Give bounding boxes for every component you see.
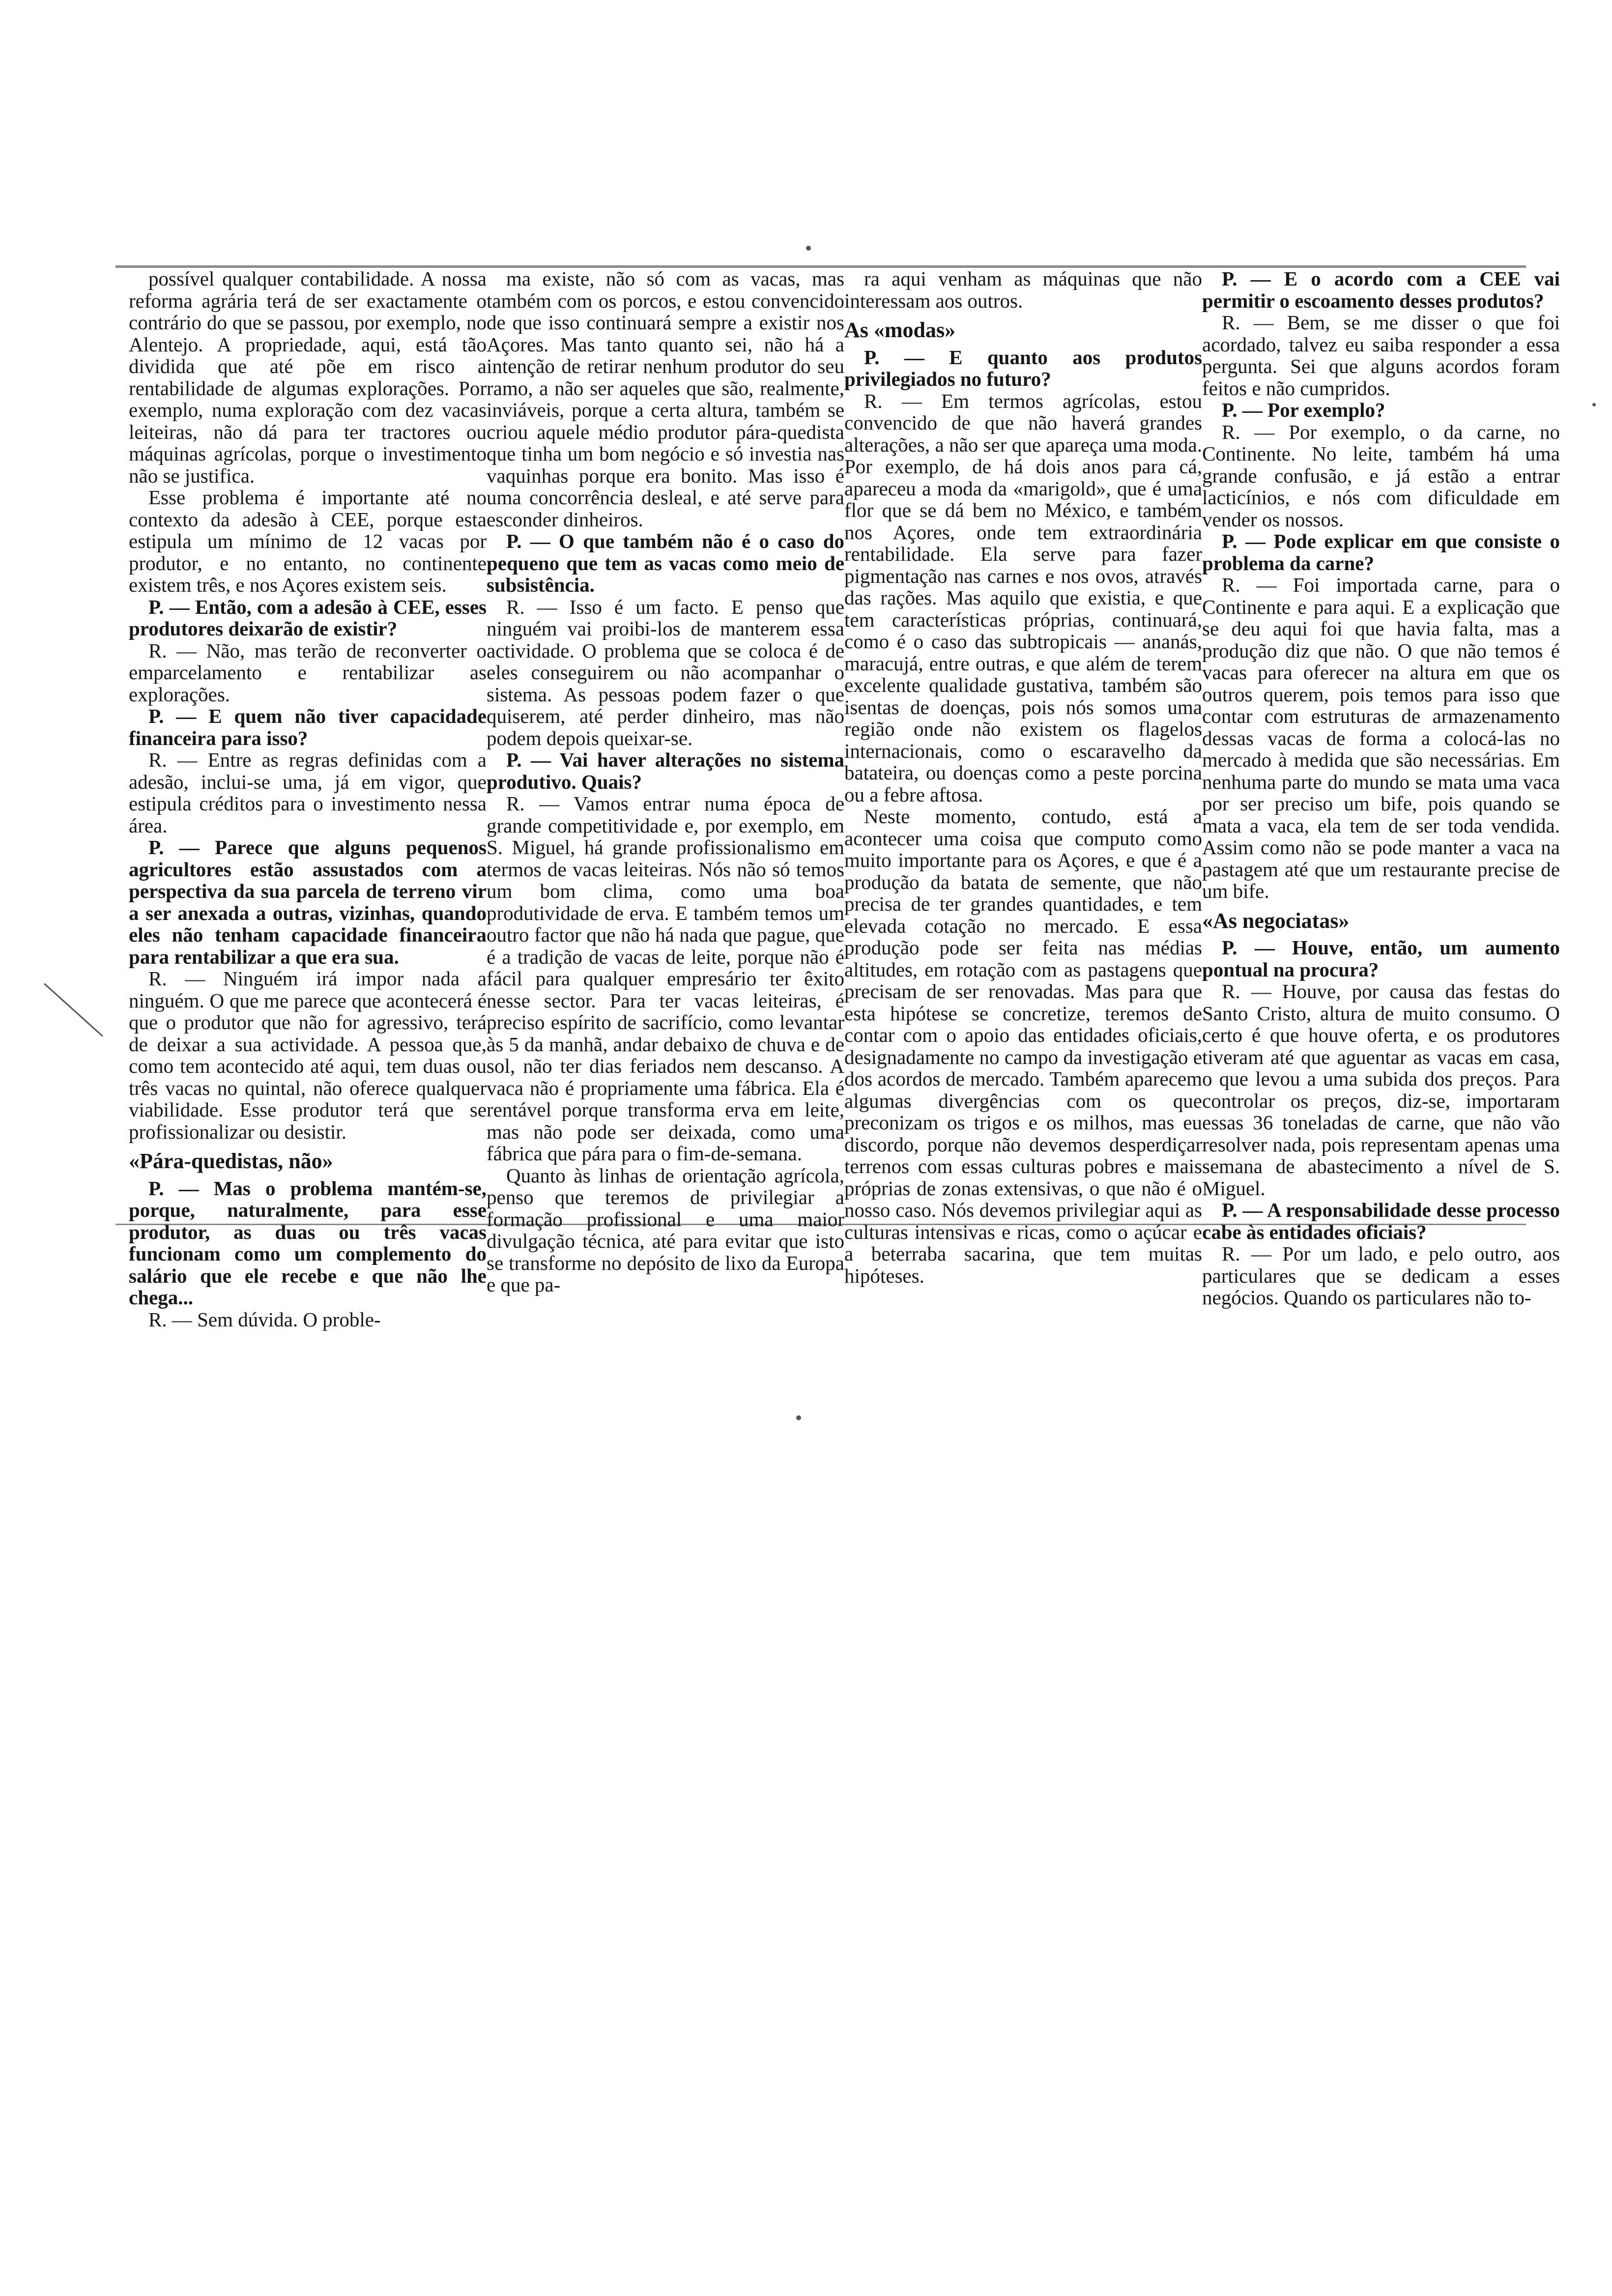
paragraph: Neste momento, contudo, está a acontecer uma coisa que computo como muito importante para os Açores, e que é a produção da batata de semente, que não precisa de ter grandes quantidades, e tem elevada cotação no mercado. E essa produção pode ser feita nas médias altitudes, em rotação com as pastagens que precisam de ser renovadas. Mas para que esta hipótese se concretize, teremos de contar com o apoio das entidades oficiais, designadamente no campo da investigação e dos acordos de mercado. Também aparecem algumas divergências com os que preconizam os trigos e os milhos, mas eu discordo, porque não devemos desperdiçar terrenos com essas culturas pobres e mais próprias de zonas extensivas, o que não é o nosso caso. Nós devemos privilegiar aqui as culturas intensivas e ricas, como o açúcar e a beterraba sacarina, que tem muitas hipóteses. [844,805,1202,1287]
paragraph: R. — Em termos agrícolas, estou convencido de que não haverá grandes alterações, a não ser que apareça uma moda. Por exemplo, de há dois anos para cá, apareceu a moda da «marigold», que é uma flor que se dá bem no México, e também nos Açores, onde tem extraordinária rentabilidade. Ela serve para fazer pigmentação nas carnes e nos ovos, através das rações. Mas aquilo que existia, e que tem características próprias, continuará, como é o caso das subtropicais — ananás, maracujá, entre outras, e que além de terem excelente qualidade gustativa, também são isentas de doenças, pois nós somos uma região onde não existem os flagelos internacionais, como o escaravelho da batateira, ou doenças como a peste porcina ou a febre aftosa. [844,389,1202,806]
paragraph: R. — Ninguém irá impor nada a ninguém. O que me parece que acontecerá é que o produtor que não for agressivo, terá de deixar a sua actividade. A pessoa que, como tem acontecido até aqui, tem duas ou três vacas no quintal, não oferece qualquer viabilidade. Esse produtor terá que se profissionalizar ou desistir. [129,967,487,1143]
interview-question: P. — Então, com a adesão à CEE, esses produtores deixarão de existir? [129,595,487,640]
article-column-3 [844,267,1202,1287]
paragraph: Esse problema é importante até no contexto da adesão à CEE, porque esta estipula um mínimo de 12 vacas por produtor, e no entanto, no continente existem três, e nos Açores existem seis. [129,486,487,596]
paragraph: R. — Houve, por causa das festas do Santo Cristo, altura de muito consumo. O certo é que houve oferta, e os produtores tiveram até que aguentar as vacas em casa, o que levou a uma subida dos preços. Para controlar os preços, diz-se, importaram essas 36 toneladas de carne, que não vão resolver nada, pois representam apenas uma semana de abastecimento a nível de S. Miguel. [1202,980,1560,1200]
paragraph: R. — Por exemplo, o da carne, no Continente. No leite, também há uma grande confusão, e já estão a entrar lacticínios, e nós com dificuldade em vender os nossos. [1202,420,1560,531]
interview-question: P. — Vai haver alterações no sistema produtivo. Quais? [487,748,844,793]
interview-question: P. — E o acordo com a CEE vai permitir o escoamento desses produtos? [1202,267,1560,312]
paragraph: R. — Vamos entrar numa época de grande competitividade e, por exemplo, em S. Miguel, há grande profissionalismo em termos de vacas leiteiras. Nós não só temos um bom clima, como uma boa produtividade de erva. E também temos um outro factor que não há nada que pague, que é a tradição de vacas de leite, porque não é fácil para qualquer empresário ter êxito nesse sector. Para ter vacas leiteiras, é preciso espírito de sacrifício, como levantar às 5 da manhã, andar debaixo de chuva e de sol, não ter dias feriados nem descanso. A vaca não é propriamente uma fábrica. Ela é rentável porque transforma erva em leite, mas não pode ser deixada, como uma fábrica que pára para o fim-de-semana. [487,792,844,1165]
interview-question: P. — O que também não é o caso do pequeno que tem as vacas como meio de subsistência. [487,530,844,596]
paragraph: R. — Não, mas terão de reconverter o emparcelamento e rentabilizar as explorações. [129,639,487,706]
paragraph: R. — Sem dúvida. O proble- [148,1308,381,1331]
paragraph: ma existe, não só com as vacas, mas também com os porcos, e estou convencido de que isso continuará sempre a existir nos Açores. Mas tanto quanto sei, não há a intenção de retirar nenhum produtor do seu ramo, a não ser aqueles que são, realmente, inviáveis, porque a certa altura, também se criou aquele médio produtor pára-quedista que tinha um bom negócio e só investia nas vaquinhas porque era bonito. Mas isso é uma concorrência desleal, e até serve para esconder dinheiros. [487,267,844,531]
interview-question: P. — Parece que alguns pequenos agricultores estão assustados com a perspectiva da sua parcela de terreno vir a ser anexada a outras, vizinhas, quando eles não tenham capacidade financeira para rentabilizar a que era sua. [129,836,487,968]
interview-question: P. — E quanto aos produtos privilegiados no futuro? [844,345,1202,390]
paragraph: R. — Isso é um facto. E penso que ninguém vai proibi-los de manterem essa actividade. O problema que se coloca é de eles conseguirem ou não acompanhar o sistema. As pessoas podem fazer o que quiserem, até perder dinheiro, mas não podem depois queixar-se. [487,595,844,749]
interview-question: P. — E quem não tiver capacidade financeira para isso? [129,705,487,749]
paragraph: ra aqui venham as máquinas que não interessam aos outros. [844,267,1202,312]
article-column-2 [487,267,844,1296]
interview-question: P. — Pode explicar em que consiste o problema da carne? [1202,530,1560,574]
article-column-4 [1202,267,1560,1309]
paragraph: R. — Entre as regras definidas com a adesão, inclui-se uma, já em vigor, que estipula créditos para o investimento nessa área. [129,748,487,837]
interview-question: P. — Por exemplo? [1222,399,1385,421]
article-column-1 [129,267,487,1331]
section-heading: As «modas» [844,318,956,342]
scan-speck [1592,403,1596,406]
paragraph: R. — Por um lado, e pelo outro, aos particulares que se dedicam a esses negócios. Quando os particulares não to- [1202,1242,1560,1309]
interview-question: P. — Houve, então, um aumento pontual na procura? [1202,936,1560,981]
paragraph: possível qualquer contabilidade. A nossa reforma agrária terá de ser exactamente o contrário do que se passou, por exemplo, no Alentejo. A propriedade, aqui, está tão dividida que até põe em risco a rentabilidade de algumas explorações. Por exemplo, numa exploração com dez vacas leiteiras, não dá para ter tractores ou máquinas agrícolas, porque o investimento não se justifica. [129,267,487,487]
section-heading: «As negociatas» [1202,908,1350,933]
paragraph: R. — Bem, se me disser o que foi acordado, talvez eu saiba responder a essa pergunta. Sei que alguns acordos foram feitos e não cumpridos. [1202,311,1560,400]
paragraph: R. — Foi importada carne, para o Continente e para aqui. E a explicação que se deu aqui foi que havia falta, mas a produção diz que não. O que não temos é vacas para oferecer na altura em que os outros querem, pois temos para isso que contar com estruturas de armazenamento dessas vacas de forma a colocá-las no mercado à medida que são necessárias. Em nenhuma parte do mundo se mata uma vaca por ser preciso um bife, pois quando se mata a vaca, ela tem de ser toda vendida. Assim como não se pode manter a vaca na pastagem até que um restaurante precise de um bife. [1202,574,1560,902]
margin-pen-mark [44,983,103,1036]
section-heading: «Pára-quedistas, não» [129,1149,333,1173]
interview-question: P. — A responsabilidade desse processo cabe às entidades oficiais? [1202,1199,1560,1243]
scan-speck [796,1415,801,1420]
scan-speck [806,246,811,251]
paragraph: Quanto às linhas de orientação agrícola, penso que teremos de privilegiar a formação profissional e uma maior divulgação técnica, até para evitar que isto se transforme no depósito de lixo da Europa e que pa- [487,1164,844,1296]
interview-question: P. — Mas o problema mantém-se, porque, naturalmente, para esse produtor, as duas ou três vacas funcionam como um complemento do salário que ele recebe e que não lhe chega... [129,1177,487,1309]
